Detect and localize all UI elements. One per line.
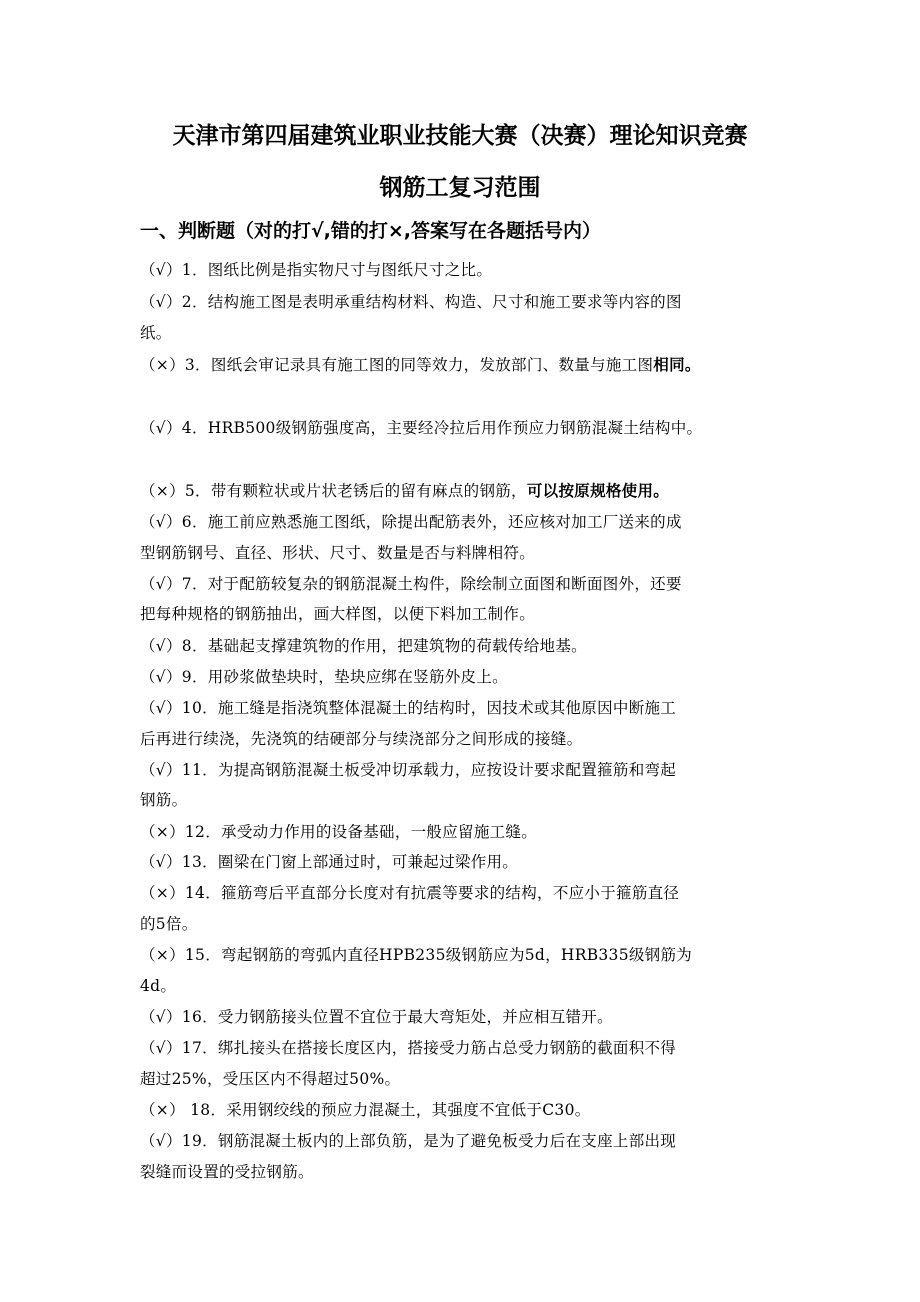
answer-mark: （×） <box>140 482 185 500</box>
answer-mark: （√） <box>140 419 182 437</box>
question-text-emphasis: 相同。 <box>653 356 701 374</box>
question-4 <box>140 416 702 440</box>
question-6-continuation: 型钢筋钢号、直径、形状、尺寸、数量是否与料牌相符。 <box>140 544 536 562</box>
question-number: 10． <box>181 699 218 717</box>
question-text: 为提高钢筋混凝土板受冲切承载力，应按设计要求配置箍筋和弯起 <box>217 761 677 779</box>
question-text: 箍筋弯后平直部分长度对有抗震等要求的结构，不应小于箍筋直径 <box>221 884 680 902</box>
question-11-continuation: 钢筋。 <box>140 791 188 809</box>
question-17-continuation: 超过25%，受压区内不得超过50%。 <box>140 1070 401 1088</box>
question-12 <box>140 820 537 844</box>
question-2 <box>140 290 682 314</box>
answer-mark: （×） <box>140 884 185 902</box>
question-5 <box>140 479 669 503</box>
question-7 <box>140 572 682 596</box>
question-text: 施工缝是指浇筑整体混凝土的结构时，因技术或其他原因中断施工 <box>217 699 677 717</box>
question-3 <box>140 353 701 377</box>
question-text: 图纸会审记录具有施工图的同等效力，发放部门、数量与施工图 <box>210 356 654 374</box>
answer-mark: （√） <box>140 261 182 279</box>
question-6 <box>140 510 682 534</box>
question-number: 9． <box>181 668 208 686</box>
question-number: 12． <box>184 823 222 841</box>
question-number: 11． <box>181 761 218 779</box>
question-11 <box>140 758 676 782</box>
question-13 <box>140 850 518 874</box>
question-text: 对于配筋较复杂的钢筋混凝土构件，除绘制立面图和断面图外，还要 <box>207 575 682 593</box>
question-number: 1． <box>181 261 208 279</box>
question-2-continuation: 纸。 <box>140 324 172 342</box>
question-number: 7． <box>181 575 208 593</box>
document-subtitle: 钢筋工复习范围 <box>379 175 541 201</box>
question-10-continuation: 后再进行续浇，先浇筑的结硬部分与续浇部分之间形成的接缝。 <box>140 730 583 748</box>
question-number: 14． <box>184 884 222 902</box>
question-10 <box>140 696 676 720</box>
question-16 <box>140 1005 613 1029</box>
answer-mark: （√） <box>140 853 182 871</box>
answer-mark: （×） <box>140 946 185 964</box>
question-number: 3． <box>184 356 211 374</box>
question-text: 弯起钢筋的弯弧内直径HPB235级钢筋应为5d，HRB335级钢筋为 <box>221 946 693 964</box>
question-15 <box>140 943 692 967</box>
question-text: 绑扎接头在搭接长度区内，搭接受力筋占总受力钢筋的截面积不得 <box>217 1039 677 1057</box>
question-text: 结构施工图是表明承重结构材料、构造、尺寸和施工要求等内容的图 <box>207 293 682 311</box>
question-number: 8． <box>181 637 208 655</box>
question-number: 16． <box>181 1008 218 1026</box>
answer-mark: （×） <box>140 356 185 374</box>
answer-mark: （√） <box>140 637 182 655</box>
question-text: 受力钢筋接头位置不宜位于最大弯矩处，并应相互错开。 <box>217 1008 613 1026</box>
question-7-continuation: 把每种规格的钢筋抽出，画大样图，以便下料加工制作。 <box>140 605 536 623</box>
question-number: 17． <box>181 1039 218 1057</box>
question-8 <box>140 634 587 658</box>
question-text: 基础起支撑建筑物的作用，把建筑物的荷载传给地基。 <box>207 637 587 655</box>
question-text: 图纸比例是指实物尺寸与图纸尺寸之比。 <box>207 261 493 279</box>
question-1 <box>140 258 492 282</box>
question-19 <box>140 1129 676 1153</box>
question-number: 5． <box>184 482 211 500</box>
question-19-continuation: 裂缝而设置的受拉钢筋。 <box>140 1163 314 1181</box>
question-text: 圈梁在门窗上部通过时，可兼起过梁作用。 <box>217 853 519 871</box>
answer-mark: （√） <box>140 1132 182 1150</box>
question-number: 15． <box>184 946 222 964</box>
answer-mark: （×） <box>140 823 185 841</box>
document-title: 天津市第四届建筑业职业技能大赛（决赛）理论知识竞赛 <box>172 123 748 149</box>
question-number: 4． <box>181 419 208 437</box>
question-text: HRB500级钢筋强度高，主要经冷拉后用作预应力钢筋混凝土结构中。 <box>207 419 703 437</box>
question-9 <box>140 665 508 689</box>
answer-mark: （×） <box>140 1101 191 1119</box>
question-text: 承受动力作用的设备基础，一般应留施工缝。 <box>221 823 538 841</box>
answer-mark: （√） <box>140 513 182 531</box>
answer-mark: （√） <box>140 668 182 686</box>
question-text: 钢筋混凝土板内的上部负筋，是为了避免板受力后在支座上部出现 <box>217 1132 677 1150</box>
question-text-emphasis: 可以按原规格使用。 <box>526 482 670 500</box>
section-heading-true-false: 一、判断题（对的打√,错的打×,答案写在各题括号内） <box>140 220 602 242</box>
answer-mark: （√） <box>140 293 182 311</box>
question-number: 13． <box>181 853 218 871</box>
question-text: 施工前应熟悉施工图纸，除提出配筋表外，还应核对加工厂送来的成 <box>207 513 682 531</box>
question-15-continuation: 4d。 <box>140 977 177 995</box>
question-17 <box>140 1036 676 1060</box>
answer-mark: （√） <box>140 761 182 779</box>
question-text: 用砂浆做垫块时，垫块应绑在竖筋外皮上。 <box>207 668 508 686</box>
question-number: 19． <box>181 1132 218 1150</box>
question-number: 6． <box>181 513 208 531</box>
question-18 <box>140 1098 591 1122</box>
answer-mark: （√） <box>140 1008 182 1026</box>
question-14 <box>140 881 679 905</box>
question-text: 带有颗粒状或片状老锈后的留有麻点的钢筋， <box>210 482 527 500</box>
answer-mark: （√） <box>140 699 182 717</box>
question-number: 18． <box>190 1101 227 1119</box>
question-number: 2． <box>181 293 208 311</box>
answer-mark: （√） <box>140 1039 182 1057</box>
question-text: 采用钢绞线的预应力混凝土，其强度不宜低于C30。 <box>226 1101 591 1119</box>
answer-mark: （√） <box>140 575 182 593</box>
question-14-continuation: 的5倍。 <box>140 915 198 933</box>
